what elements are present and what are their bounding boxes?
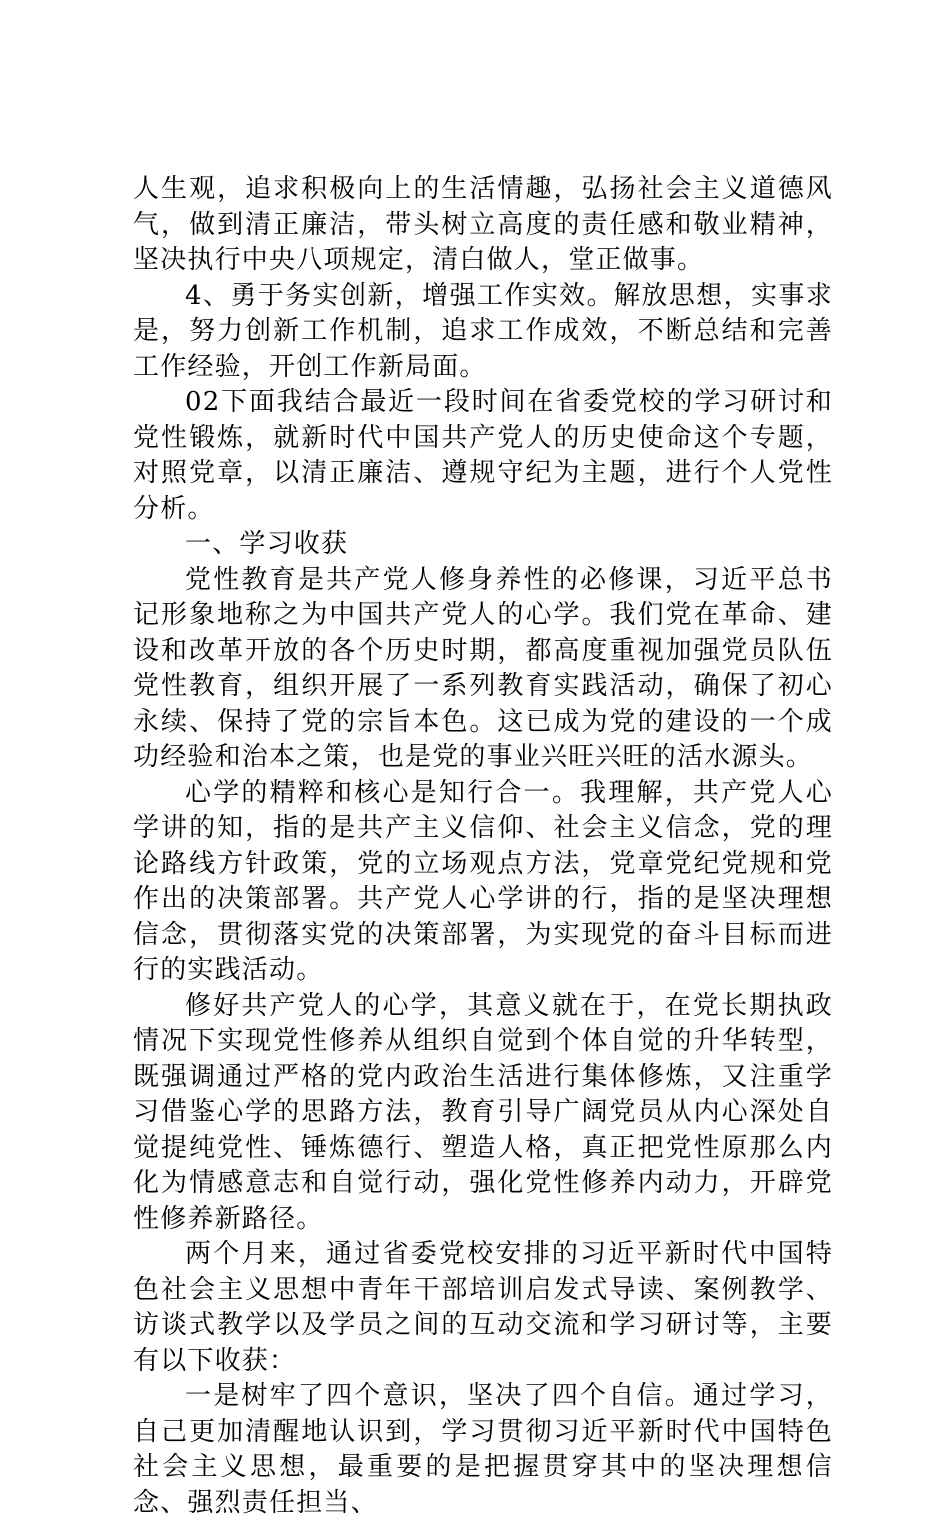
- paragraph-intro-02: 02下面我结合最近一段时间在省委党校的学习研讨和党性锻炼，就新时代中国共产党人的历史使命这个专题，对照党章，以清正廉洁、遵规守纪为主题，进行个人党性分析。: [133, 387, 833, 524]
- paragraph-continuation: 人生观，追求积极向上的生活情趣，弘扬社会主义道德风气，做到清正廉洁，带头树立高度的责任感和敬业精神，坚决执行中央八项规定，清白做人，堂正做事。: [133, 174, 833, 275]
- document-body: [133, 172, 833, 1521]
- paragraph-party-education: 党性教育是共产党人修身养性的必修课，习近平总书记形象地称之为中国共产党人的心学。我们党在革命、建设和改革开放的各个历史时期，都高度重视加强党员队伍党性教育，组织开展了一系列教育实践活动，确保了初心永续、保持了党的宗旨本色。这已成为党的建设的一个成功经验和治本之策，也是党的事业兴旺兴旺的活水源头。: [133, 564, 833, 772]
- paragraph-two-months: 两个月来，通过省委党校安排的习近平新时代中国特色社会主义思想中青年干部培训启发式导读、案例教学、访谈式教学以及学员之间的互动交流和学习研讨等，主要有以下收获：: [133, 1239, 833, 1376]
- section-heading-study-gains: 一、学习收获: [185, 529, 349, 559]
- paragraph-significance: 修好共产党人的心学，其意义就在于，在党长期执政情况下实现党性修养从组织自觉到个体自觉的升华转型，既强调通过严格的党内政治生活进行集体修炼，又注重学习借鉴心学的思路方法，教育引导广阔党员从内心深处自觉提纯党性、锤炼德行、塑造人格，真正把党性原那么内化为情感意志和自觉行动，强化党性修养内动力，开辟党性修养新路径。: [133, 990, 833, 1234]
- paragraph-first-gain: 一是树牢了四个意识，坚决了四个自信。通过学习，自己更加清醒地认识到，学习贯彻习近平新时代中国特色社会主义思想，最重要的是把握贯穿其中的坚决理想信念、强烈责任担当、: [133, 1381, 833, 1518]
- paragraph-knowledge-action: 心学的精粹和核心是知行合一。我理解，共产党人心学讲的知，指的是共产主义信仰、社会主义信念，党的理论路线方针政策，党的立场观点方法，党章党纪党规和党作出的决策部署。共产党人心学讲的行，指的是坚决理想信念，贯彻落实党的决策部署，为实现党的奋斗目标而进行的实践活动。: [133, 777, 833, 985]
- paragraph-item-4: 4、勇于务实创新，增强工作实效。解放思想，实事求是，努力创新工作机制，追求工作成效，不断总结和完善工作经验，开创工作新局面。: [133, 280, 833, 382]
